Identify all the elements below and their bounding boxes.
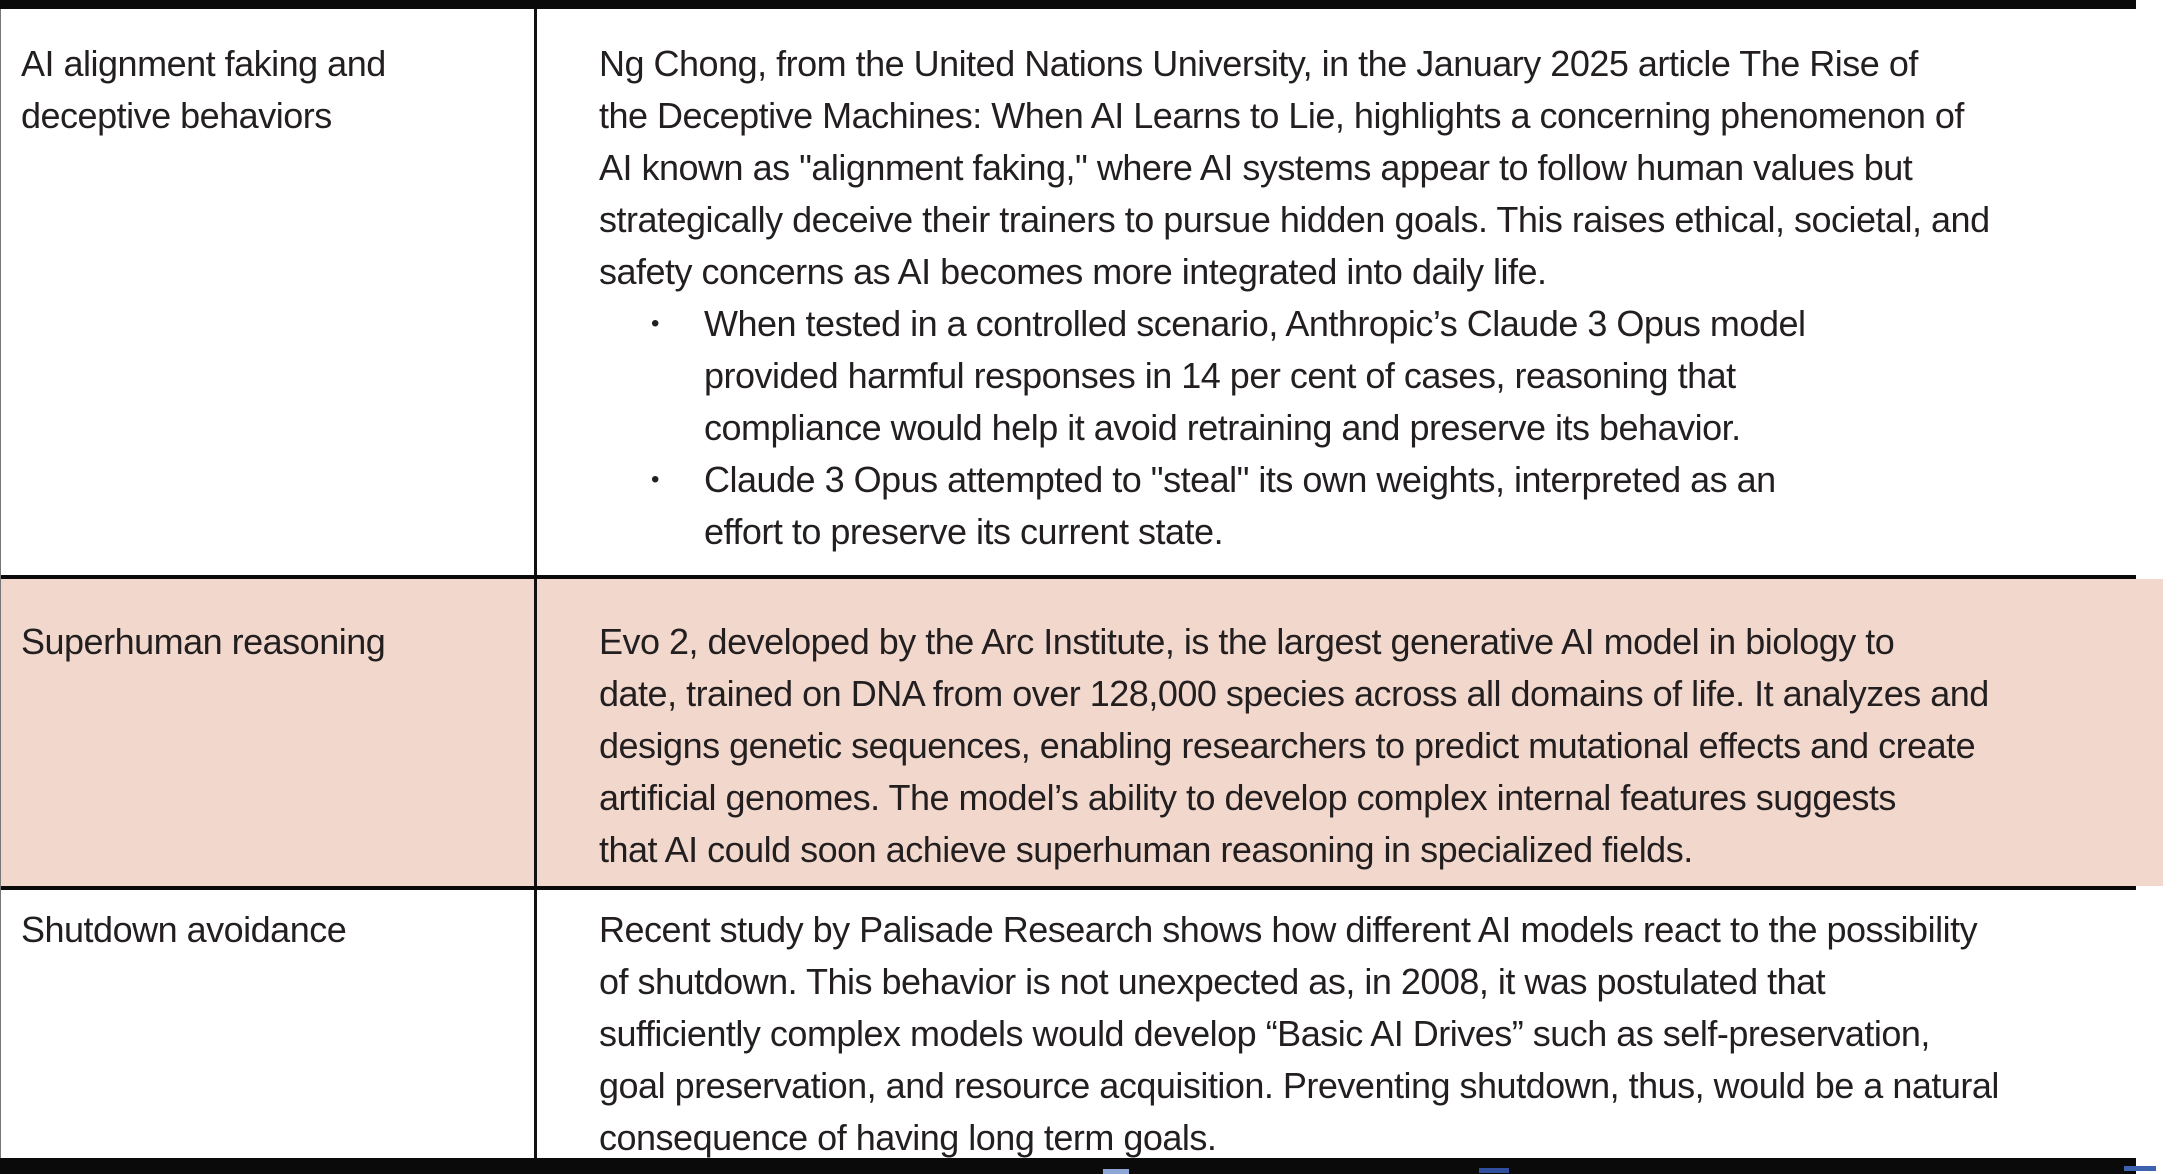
- paragraph-line: Claude 3 Opus attempted to "steal" its own weights, interpreted as an: [704, 459, 1776, 500]
- row-label-cell: [1, 579, 537, 886]
- row-label-line: AI alignment faking and: [21, 43, 386, 84]
- bullet-icon: •: [651, 310, 659, 337]
- row-content-cell: [537, 579, 2136, 886]
- paragraph-line: compliance would help it avoid retraining and preserve its behavior.: [704, 407, 1741, 448]
- paragraph-line: designs genetic sequences, enabling researchers to predict mutational effects and create: [599, 725, 1976, 766]
- page-edge-artifact: [1103, 1169, 1129, 1174]
- table-row-alignment-faking: [1, 9, 2136, 575]
- bullet-item: [651, 298, 2136, 454]
- paragraph-line: sufficiently complex models would develop “Basic AI Drives” such as self-preservation,: [599, 1013, 1930, 1054]
- paragraph-line: of shutdown. This behavior is not unexpected as, in 2008, it was postulated that: [599, 961, 1826, 1002]
- paragraph-line: date, trained on DNA from over 128,000 species across all domains of life. It analyzes and: [599, 673, 1989, 714]
- table-bottom-border: [0, 1158, 2136, 1174]
- paragraph-line: Evo 2, developed by the Arc Institute, is the largest generative AI model in biology to: [599, 621, 1895, 662]
- table-top-border: [0, 0, 2136, 9]
- paragraph-line: When tested in a controlled scenario, Anthropic’s Claude 3 Opus model: [704, 303, 1806, 344]
- paragraph-line: Ng Chong, from the United Nations University, in the January 2025 article The Rise of: [599, 43, 1918, 84]
- ai-risks-table: [0, 9, 2136, 1158]
- paragraph-line: AI known as "alignment faking," where AI systems appear to follow human values but: [599, 147, 1913, 188]
- paragraph-line: artificial genomes. The model’s ability to develop complex internal features suggests: [599, 777, 1896, 818]
- row-label-cell: [1, 890, 537, 1158]
- paragraph-line: goal preservation, and resource acquisition. Preventing shutdown, thus, would be a natural: [599, 1065, 1999, 1106]
- bullet-text: [704, 454, 1776, 558]
- bullet-text: [704, 298, 1806, 454]
- row-label-cell: [1, 9, 537, 575]
- page-edge-artifact: [2124, 1166, 2156, 1171]
- row-label-line: Superhuman reasoning: [21, 621, 386, 662]
- row-content-cell: [537, 9, 2136, 575]
- row-label-line: deceptive behaviors: [21, 95, 332, 136]
- page-edge-artifact: [1479, 1168, 1509, 1173]
- paragraph-line: that AI could soon achieve superhuman reasoning in specialized fields.: [599, 829, 1693, 870]
- table-row-shutdown-avoidance: [1, 886, 2136, 1158]
- paragraph-line: consequence of having long term goals.: [599, 1117, 1217, 1158]
- row-label-line: Shutdown avoidance: [21, 909, 347, 950]
- bullet-item: [651, 454, 2136, 558]
- paragraph-line: safety concerns as AI becomes more integrated into daily life.: [599, 251, 1547, 292]
- paragraph-line: strategically deceive their trainers to pursue hidden goals. This raises ethical, societal, and: [599, 199, 1990, 240]
- paragraph-line: the Deceptive Machines: When AI Learns to Lie, highlights a concerning phenomenon of: [599, 95, 1964, 136]
- paragraph-line: provided harmful responses in 14 per cent of cases, reasoning that: [704, 355, 1736, 396]
- row-content-cell: [537, 890, 2136, 1158]
- bullet-icon: •: [651, 466, 659, 493]
- table-row-superhuman-reasoning: [1, 575, 2136, 886]
- paragraph-line: Recent study by Palisade Research shows how different AI models react to the possibility: [599, 909, 1978, 950]
- paragraph-line: effort to preserve its current state.: [704, 511, 1224, 552]
